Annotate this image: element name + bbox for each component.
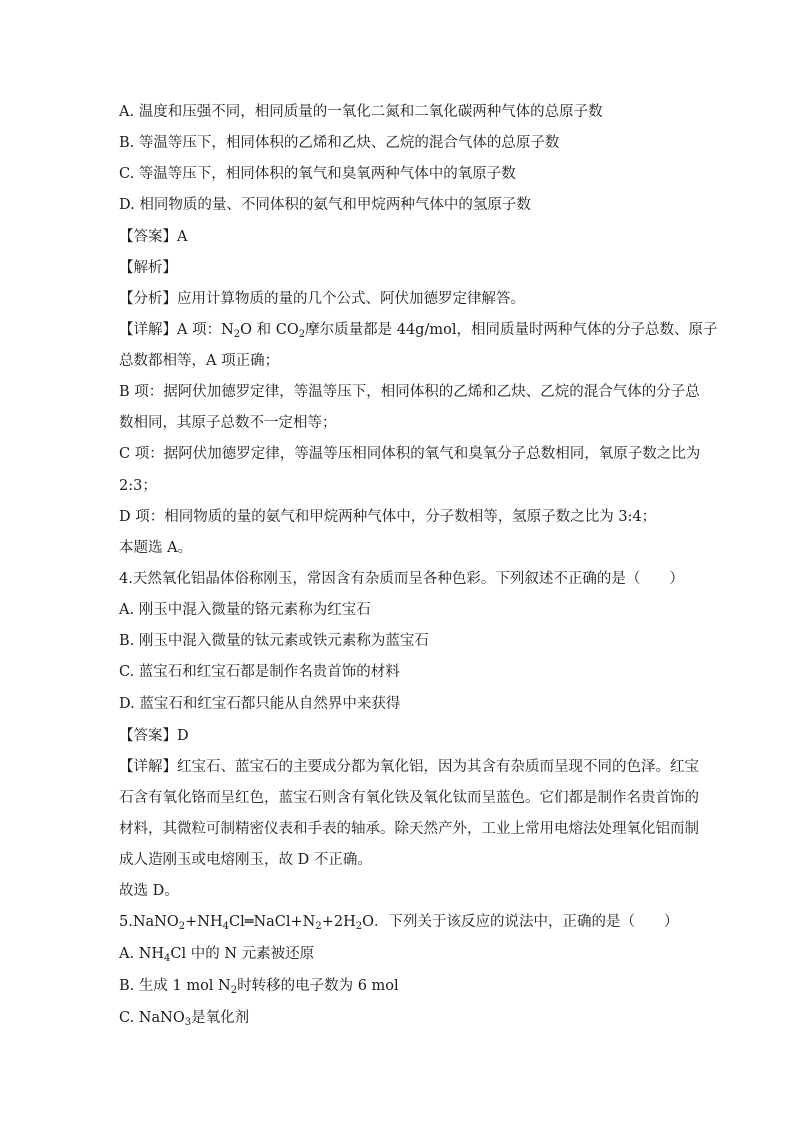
q5-option-a [119, 945, 314, 963]
subscript: 2 [233, 329, 241, 340]
q3-fenxi: 【分析】应用计算物质的量的几个公式、阿伏加德罗定律解答。 [119, 291, 525, 307]
q3-b-line-1: B 项：据阿伏加德罗定律，等温等压下，相同体积的乙烯和乙炔、乙烷的混合气体的分子总 [119, 384, 700, 400]
subscript: 2 [355, 921, 363, 932]
text-run: B. 生成 1 mol N [119, 978, 231, 994]
text-run: 5.NaNO [119, 914, 179, 930]
q4-detail-line-3: 材料，其微粒可制精密仪表和手表的轴承。除天然产外，工业上常用电熔法处理氧化铝而制 [119, 821, 699, 837]
q3-detail-line-1 [119, 321, 717, 339]
q4-stem: 4.天然氧化铝晶体俗称刚玉，常因含有杂质而呈各种色彩。下列叙述不正确的是（ ） [119, 571, 684, 587]
subscript: 2 [230, 985, 238, 996]
q4-option-d: D. 蓝宝石和红宝石都只能从自然界中来获得 [119, 696, 401, 712]
text-run: +NH [185, 914, 223, 930]
q5-stem [119, 913, 679, 931]
q3-analysis-label: 【解析】 [119, 260, 177, 276]
subscript: 2 [178, 921, 186, 932]
q5-option-b [119, 977, 399, 995]
q3-c-line-2: 2:3； [119, 478, 157, 494]
q3-option-b: B. 等温等压下，相同体积的乙烯和乙炔、乙烷的混合气体的总原子数 [119, 135, 560, 151]
text-run: +2H [321, 914, 356, 930]
text-run: Cl 中的 N 元素被还原 [170, 946, 315, 962]
q3-conclusion: 本题选 A。 [119, 540, 193, 556]
subscript: 4 [164, 953, 171, 964]
text-run: 是氧化剂 [191, 1010, 250, 1026]
q4-option-b: B. 刚玉中混入微量的钛元素或铁元素称为蓝宝石 [119, 633, 429, 649]
text-run: C. NaNO [119, 1010, 185, 1026]
text-run: O．下列关于该反应的说法中，正确的是（ ） [362, 914, 679, 930]
q4-detail-line-4: 成人造刚玉或电熔刚玉，故 D 不正确。 [119, 852, 372, 868]
text-run: 时转移的电子数为 6 mol [237, 978, 399, 994]
q3-b-line-2: 数相同，其原子总数不一定相等； [119, 415, 337, 431]
q4-answer: 【答案】D [119, 728, 189, 744]
q5-option-c [119, 1009, 249, 1027]
subscript: 4 [222, 921, 229, 932]
q4-option-c: C. 蓝宝石和红宝石都是制作名贵首饰的材料 [119, 664, 400, 680]
subscript: 2 [315, 921, 322, 932]
q4-detail-line-2: 石含有氧化铬而呈红色，蓝宝石则含有氧化铁及氧化钛而呈蓝色。它们都是制作名贵首饰的 [119, 790, 699, 806]
q4-detail-line-1: 【详解】红宝石、蓝宝石的主要成分都为氧化铝，因为其含有杂质而呈现不同的色泽。红宝 [119, 759, 699, 775]
subscript: 3 [184, 1017, 192, 1028]
subscript: 2 [298, 329, 306, 340]
text-run: 【详解】A 项：N [119, 322, 234, 338]
text-run: O 和 CO [240, 322, 299, 338]
q3-option-a: A. 温度和压强不同，相同质量的一氧化二氮和二氧化碳两种气体的总原子数 [119, 104, 603, 120]
q3-c-line-1: C 项：据阿伏加德罗定律，等温等压相同体积的氧气和臭氧分子总数相同，氧原子数之比为 [119, 446, 701, 462]
q3-d-line-1: D 项：相同物质的量的氨气和甲烷两种气体中，分子数相等，氢原子数之比为 3:4； [119, 509, 657, 525]
q3-option-d: D. 相同物质的量、不同体积的氨气和甲烷两种气体中的氢原子数 [119, 197, 531, 213]
q3-answer: 【答案】A [119, 229, 188, 245]
text-run: 摩尔质量都是 44g/mol，相同质量时两种气体的分子总数、原子 [305, 322, 718, 338]
q4-option-a: A. 刚玉中混入微量的铬元素称为红宝石 [119, 602, 371, 618]
q3-detail-line-2: 总数都相等，A 项正确； [119, 353, 280, 369]
q3-option-c: C. 等温等压下，相同体积的氧气和臭氧两种气体中的氧原子数 [119, 166, 516, 182]
q4-conclusion: 故选 D。 [119, 883, 179, 899]
text-run: Cl═NaCl+N [228, 914, 316, 930]
text-run: A. NH [119, 946, 165, 962]
